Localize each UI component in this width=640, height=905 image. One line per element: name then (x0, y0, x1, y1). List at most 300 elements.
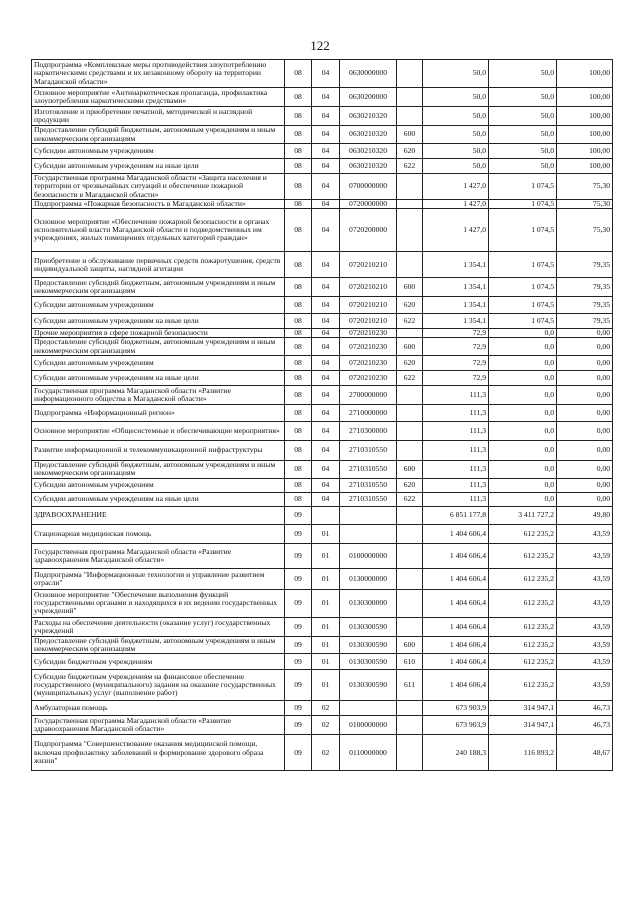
cell-plan: 111,3 (423, 404, 489, 421)
table-row (32, 543, 613, 568)
cell-executed: 0,0 (489, 492, 557, 506)
cell-expense-type: 610 (397, 654, 423, 670)
cell-plan: 1 354,1 (423, 314, 489, 329)
cell-plan: 1 354,1 (423, 252, 489, 278)
cell-name: Субсидии автономным учреждениям на иные цели (32, 159, 285, 174)
cell-target-item: 0130300590 (340, 654, 397, 670)
table-row (32, 144, 613, 159)
cell-percent: 46,73 (557, 716, 613, 735)
cell-target-item: 2710310550 (340, 492, 397, 506)
cell-section: 09 (285, 670, 312, 701)
cell-expense-type (397, 716, 423, 735)
cell-name: Прочие мероприятия в сфере пожарной безопасности (32, 329, 285, 338)
cell-name: Государственная программа Магаданской области «Защита населения и территории от чрезвычайных ситуаций и обеспечение пожарной безопасности в Магаданской области» (32, 174, 285, 200)
cell-section: 09 (285, 735, 312, 771)
cell-section: 08 (285, 278, 312, 297)
cell-subsection: 04 (312, 329, 340, 338)
cell-percent: 0,00 (557, 440, 613, 460)
cell-percent: 0,00 (557, 421, 613, 440)
cell-executed: 0,0 (489, 338, 557, 355)
cell-executed: 0,0 (489, 440, 557, 460)
cell-name: Субсидии автономным учреждениям на иные цели (32, 492, 285, 506)
cell-expense-type (397, 440, 423, 460)
cell-plan: 111,3 (423, 421, 489, 440)
cell-plan: 6 851 177,8 (423, 506, 489, 524)
cell-section: 08 (285, 370, 312, 385)
cell-executed: 50,0 (489, 159, 557, 174)
cell-percent: 100,00 (557, 107, 613, 126)
cell-target-item: 0720210210 (340, 314, 397, 329)
cell-executed: 612 235,2 (489, 524, 557, 543)
cell-expense-type: 620 (397, 144, 423, 159)
cell-plan: 673 903,9 (423, 716, 489, 735)
table-row (32, 159, 613, 174)
cell-expense-type (397, 421, 423, 440)
cell-name: Основное мероприятие "Обеспечение выполнения функций государственными органами и находящихся в их ведении государственных учреждений" (32, 589, 285, 617)
cell-expense-type: 600 (397, 278, 423, 297)
table-row (32, 670, 613, 701)
cell-name: Предоставление субсидий бюджетным, автономным учреждениям и иным некоммерческим организациям (32, 338, 285, 355)
cell-expense-type (397, 617, 423, 636)
cell-executed: 0,0 (489, 460, 557, 478)
cell-percent: 0,00 (557, 338, 613, 355)
cell-percent: 75,30 (557, 174, 613, 200)
cell-percent: 75,30 (557, 200, 613, 209)
cell-section: 09 (285, 654, 312, 670)
cell-section: 08 (285, 297, 312, 314)
cell-plan: 1 404 606,4 (423, 568, 489, 589)
cell-name: Основное мероприятие «Обеспечение пожарной безопасности в органах исполнительной власти Магаданской области и подведомственных им учреждениях, жилых помещениях отдельных категорий граждан» (32, 209, 285, 252)
cell-section: 08 (285, 404, 312, 421)
cell-section: 09 (285, 589, 312, 617)
cell-section: 08 (285, 385, 312, 404)
table-row (32, 460, 613, 478)
cell-expense-type: 620 (397, 355, 423, 370)
cell-expense-type (397, 107, 423, 126)
cell-executed: 0,0 (489, 370, 557, 385)
cell-section: 09 (285, 543, 312, 568)
table-row (32, 209, 613, 252)
cell-section: 09 (285, 716, 312, 735)
cell-target-item: 0720210230 (340, 329, 397, 338)
cell-executed: 314 947,1 (489, 701, 557, 716)
cell-subsection: 04 (312, 492, 340, 506)
cell-expense-type: 622 (397, 159, 423, 174)
cell-plan: 1 427,0 (423, 209, 489, 252)
cell-percent: 0,00 (557, 460, 613, 478)
cell-percent: 43,59 (557, 543, 613, 568)
cell-section: 09 (285, 524, 312, 543)
budget-table (31, 59, 613, 771)
cell-name: Государственная программа Магаданской области «Развитие информационного общества в Магаданской области» (32, 385, 285, 404)
cell-name: Основное мероприятие «Антинаркотическая пропаганда, профилактика злоупотребления наркотическими средствами» (32, 88, 285, 107)
cell-expense-type: 622 (397, 492, 423, 506)
cell-name: Субсидии автономным учреждениям (32, 478, 285, 492)
cell-percent: 0,00 (557, 478, 613, 492)
cell-target-item: 0720210230 (340, 338, 397, 355)
cell-section: 09 (285, 617, 312, 636)
cell-section: 09 (285, 506, 312, 524)
cell-percent: 0,00 (557, 355, 613, 370)
cell-percent: 46,73 (557, 701, 613, 716)
cell-target-item: 0630210320 (340, 126, 397, 144)
cell-target-item: 0700000000 (340, 174, 397, 200)
cell-subsection: 04 (312, 355, 340, 370)
cell-percent: 43,59 (557, 636, 613, 653)
cell-name: Подпрограмма "Информационные технологии и управление развитием отрасли" (32, 568, 285, 589)
cell-executed: 612 235,2 (489, 636, 557, 653)
cell-percent: 43,59 (557, 524, 613, 543)
cell-target-item (340, 701, 397, 716)
cell-subsection: 04 (312, 297, 340, 314)
cell-name: Субсидии автономным учреждениям (32, 144, 285, 159)
cell-subsection: 02 (312, 735, 340, 771)
cell-section: 09 (285, 568, 312, 589)
cell-section: 08 (285, 88, 312, 107)
cell-target-item: 0130300590 (340, 636, 397, 653)
cell-plan: 50,0 (423, 144, 489, 159)
cell-target-item: 0130000000 (340, 568, 397, 589)
cell-executed: 612 235,2 (489, 617, 557, 636)
cell-subsection: 01 (312, 568, 340, 589)
page-number: 122 (310, 38, 330, 53)
cell-subsection: 04 (312, 421, 340, 440)
cell-plan: 673 903,9 (423, 701, 489, 716)
cell-section: 09 (285, 701, 312, 716)
cell-name: Подпрограмма «Комплексные меры противодействия злоупотреблению наркотическими средствами и их незаконному обороту на территории Магаданской области» (32, 60, 285, 88)
cell-percent: 79,35 (557, 278, 613, 297)
cell-subsection: 02 (312, 716, 340, 735)
cell-section: 08 (285, 107, 312, 126)
cell-name: Подпрограмма «Пожарная безопасность в Магаданской области» (32, 200, 285, 209)
cell-percent: 0,00 (557, 385, 613, 404)
cell-plan: 111,3 (423, 440, 489, 460)
cell-section: 08 (285, 478, 312, 492)
cell-executed: 50,0 (489, 144, 557, 159)
table-row (32, 107, 613, 126)
table-row (32, 338, 613, 355)
cell-percent: 0,00 (557, 329, 613, 338)
cell-percent: 43,59 (557, 670, 613, 701)
cell-plan: 1 427,0 (423, 174, 489, 200)
cell-target-item: 2700000000 (340, 385, 397, 404)
cell-percent: 100,00 (557, 60, 613, 88)
cell-section: 08 (285, 492, 312, 506)
cell-plan: 50,0 (423, 126, 489, 144)
cell-subsection: 04 (312, 314, 340, 329)
cell-plan: 1 354,1 (423, 297, 489, 314)
cell-expense-type: 600 (397, 338, 423, 355)
cell-name: Изготовление и приобретение печатной, методической и наглядной продукции (32, 107, 285, 126)
cell-target-item: 2710000000 (340, 404, 397, 421)
cell-executed: 1 074,5 (489, 297, 557, 314)
cell-subsection: 01 (312, 617, 340, 636)
cell-target-item (340, 506, 397, 524)
cell-section: 09 (285, 636, 312, 653)
cell-plan: 72,9 (423, 338, 489, 355)
cell-section: 08 (285, 209, 312, 252)
cell-plan: 111,3 (423, 492, 489, 506)
cell-section: 08 (285, 421, 312, 440)
cell-plan: 1 354,1 (423, 278, 489, 297)
cell-name: Субсидии бюджетным учреждениям на финансовое обеспечение государственного (муниципального) задания на оказание государственных (муниципальных) услуг (выполнение работ) (32, 670, 285, 701)
cell-executed: 1 074,5 (489, 174, 557, 200)
table-row (32, 478, 613, 492)
cell-expense-type: 611 (397, 670, 423, 701)
table-row (32, 355, 613, 370)
cell-target-item: 0720000000 (340, 200, 397, 209)
cell-target-item: 2710310550 (340, 460, 397, 478)
cell-expense-type (397, 88, 423, 107)
cell-percent: 0,00 (557, 404, 613, 421)
cell-expense-type: 620 (397, 478, 423, 492)
cell-expense-type (397, 404, 423, 421)
table-row (32, 60, 613, 88)
cell-executed: 50,0 (489, 126, 557, 144)
cell-percent: 49,80 (557, 506, 613, 524)
cell-subsection: 01 (312, 670, 340, 701)
table-row (32, 126, 613, 144)
cell-name: Стационарная медицинская помощь (32, 524, 285, 543)
table-row (32, 440, 613, 460)
cell-name: Амбулаторная помощь (32, 701, 285, 716)
cell-plan: 1 404 606,4 (423, 524, 489, 543)
cell-target-item: 0720200000 (340, 209, 397, 252)
cell-plan: 1 404 606,4 (423, 670, 489, 701)
cell-plan: 1 404 606,4 (423, 636, 489, 653)
table-row (32, 636, 613, 653)
table-row (32, 589, 613, 617)
cell-plan: 72,9 (423, 370, 489, 385)
cell-subsection: 01 (312, 524, 340, 543)
cell-percent: 75,30 (557, 209, 613, 252)
cell-target-item: 2710310550 (340, 440, 397, 460)
cell-target-item: 0630210320 (340, 159, 397, 174)
cell-subsection: 04 (312, 460, 340, 478)
cell-expense-type: 600 (397, 460, 423, 478)
cell-percent: 79,35 (557, 252, 613, 278)
cell-name: Подпрограмма «Информационный регион» (32, 404, 285, 421)
cell-executed: 1 074,5 (489, 200, 557, 209)
cell-name: Приобретение и обслуживание первичных средств пожаротушения, средств индивидуальной защиты, наглядной агитации (32, 252, 285, 278)
cell-expense-type (397, 735, 423, 771)
cell-name: Субсидии автономным учреждениям (32, 355, 285, 370)
cell-plan: 111,3 (423, 478, 489, 492)
table-row (32, 568, 613, 589)
cell-plan: 1 404 606,4 (423, 589, 489, 617)
cell-plan: 50,0 (423, 88, 489, 107)
cell-subsection: 04 (312, 200, 340, 209)
cell-section: 08 (285, 460, 312, 478)
table-row (32, 617, 613, 636)
cell-expense-type (397, 385, 423, 404)
cell-expense-type: 600 (397, 126, 423, 144)
cell-percent: 100,00 (557, 88, 613, 107)
cell-percent: 43,59 (557, 568, 613, 589)
cell-expense-type: 600 (397, 636, 423, 653)
cell-percent: 43,59 (557, 617, 613, 636)
cell-name: Предоставление субсидий бюджетным, автономным учреждениям и иным некоммерческим организациям (32, 126, 285, 144)
cell-executed: 0,0 (489, 355, 557, 370)
cell-target-item: 0630200000 (340, 88, 397, 107)
cell-target-item: 0720210230 (340, 370, 397, 385)
cell-name: Основное мероприятие «Общесистемные и обеспечивающие мероприятия» (32, 421, 285, 440)
cell-executed: 0,0 (489, 478, 557, 492)
cell-name: Субсидии автономным учреждениям на иные цели (32, 370, 285, 385)
table-row (32, 329, 613, 338)
cell-subsection: 04 (312, 60, 340, 88)
cell-name: Субсидии автономным учреждениям (32, 297, 285, 314)
cell-name: Предоставление субсидий бюджетным, автономным учреждениям и иным некоммерческим организациям (32, 278, 285, 297)
table-row (32, 716, 613, 735)
cell-target-item: 0110000000 (340, 735, 397, 771)
cell-executed: 50,0 (489, 88, 557, 107)
table-row (32, 174, 613, 200)
cell-plan: 111,3 (423, 385, 489, 404)
cell-executed: 0,0 (489, 385, 557, 404)
cell-executed: 1 074,5 (489, 278, 557, 297)
cell-subsection: 01 (312, 589, 340, 617)
cell-executed: 0,0 (489, 421, 557, 440)
cell-subsection: 04 (312, 440, 340, 460)
cell-section: 08 (285, 174, 312, 200)
cell-expense-type (397, 329, 423, 338)
cell-subsection: 04 (312, 126, 340, 144)
cell-executed: 1 074,5 (489, 209, 557, 252)
cell-subsection: 04 (312, 252, 340, 278)
cell-subsection: 04 (312, 144, 340, 159)
cell-target-item: 0130300590 (340, 617, 397, 636)
cell-subsection: 04 (312, 404, 340, 421)
cell-executed: 0,0 (489, 404, 557, 421)
cell-subsection: 01 (312, 543, 340, 568)
cell-subsection: 01 (312, 654, 340, 670)
cell-name: Субсидии автономным учреждениям на иные цели (32, 314, 285, 329)
cell-plan: 72,9 (423, 355, 489, 370)
cell-name: Предоставление субсидий бюджетным, автономным учреждениям и иным некоммерческим организациям (32, 460, 285, 478)
cell-percent: 43,59 (557, 589, 613, 617)
cell-target-item: 2710300000 (340, 421, 397, 440)
cell-subsection (312, 506, 340, 524)
cell-target-item: 0630000000 (340, 60, 397, 88)
cell-subsection: 04 (312, 107, 340, 126)
cell-section: 08 (285, 200, 312, 209)
cell-target-item: 0720210210 (340, 278, 397, 297)
table-row (32, 88, 613, 107)
cell-expense-type (397, 200, 423, 209)
cell-target-item: 0720210210 (340, 297, 397, 314)
cell-target-item: 0130300590 (340, 670, 397, 701)
cell-expense-type: 622 (397, 314, 423, 329)
cell-executed: 3 411 727,2 (489, 506, 557, 524)
cell-target-item: 0130300000 (340, 589, 397, 617)
cell-executed: 1 074,5 (489, 314, 557, 329)
cell-percent: 0,00 (557, 370, 613, 385)
cell-percent: 43,59 (557, 654, 613, 670)
table-row (32, 701, 613, 716)
cell-executed: 116 893,2 (489, 735, 557, 771)
cell-executed: 612 235,2 (489, 589, 557, 617)
cell-subsection: 02 (312, 701, 340, 716)
cell-subsection: 04 (312, 385, 340, 404)
cell-subsection: 04 (312, 174, 340, 200)
cell-executed: 612 235,2 (489, 568, 557, 589)
cell-expense-type: 622 (397, 370, 423, 385)
cell-executed: 612 235,2 (489, 670, 557, 701)
cell-target-item: 0630210320 (340, 144, 397, 159)
cell-expense-type (397, 209, 423, 252)
cell-target-item: 0720210230 (340, 355, 397, 370)
cell-subsection: 04 (312, 478, 340, 492)
cell-percent: 100,00 (557, 159, 613, 174)
cell-target-item: 0100000000 (340, 716, 397, 735)
cell-subsection: 04 (312, 370, 340, 385)
cell-expense-type (397, 60, 423, 88)
cell-name: Государственная программа Магаданской области «Развитие здравоохранения Магаданской области» (32, 716, 285, 735)
cell-executed: 1 074,5 (489, 252, 557, 278)
cell-plan: 1 404 606,4 (423, 617, 489, 636)
cell-section: 08 (285, 252, 312, 278)
cell-section: 08 (285, 338, 312, 355)
cell-section: 08 (285, 314, 312, 329)
cell-name: Предоставление субсидий бюджетным, автономным учреждениям и иным некоммерческим организациям (32, 636, 285, 653)
cell-section: 08 (285, 355, 312, 370)
cell-name: Развитие информационной и телекоммуникационной инфраструктуры (32, 440, 285, 460)
cell-subsection: 04 (312, 278, 340, 297)
cell-expense-type (397, 506, 423, 524)
cell-plan: 240 188,3 (423, 735, 489, 771)
cell-section: 08 (285, 159, 312, 174)
cell-percent: 100,00 (557, 144, 613, 159)
cell-name: ЗДРАВООХРАНЕНИЕ (32, 506, 285, 524)
table-row (32, 252, 613, 278)
cell-section: 08 (285, 144, 312, 159)
cell-plan: 111,3 (423, 460, 489, 478)
cell-name: Расходы на обеспечение деятельности (оказание услуг) государственных учреждений (32, 617, 285, 636)
cell-expense-type (397, 174, 423, 200)
table-row (32, 314, 613, 329)
cell-percent: 48,67 (557, 735, 613, 771)
cell-executed: 50,0 (489, 60, 557, 88)
cell-plan: 1 404 606,4 (423, 654, 489, 670)
table-row (32, 370, 613, 385)
table-row (32, 200, 613, 209)
cell-plan: 50,0 (423, 107, 489, 126)
cell-expense-type (397, 568, 423, 589)
cell-name: Подпрограмма "Совершенствование оказания медицинской помощи, включая профилактику заболеваний и формирование здорового образа жизни" (32, 735, 285, 771)
cell-subsection: 01 (312, 636, 340, 653)
cell-plan: 50,0 (423, 159, 489, 174)
table-row (32, 492, 613, 506)
cell-subsection: 04 (312, 338, 340, 355)
cell-target-item: 0100000000 (340, 543, 397, 568)
cell-plan: 1 404 606,4 (423, 543, 489, 568)
table-row (32, 735, 613, 771)
cell-plan: 50,0 (423, 60, 489, 88)
cell-plan: 1 427,0 (423, 200, 489, 209)
cell-percent: 79,35 (557, 297, 613, 314)
cell-name: Субсидии бюджетным учреждениям (32, 654, 285, 670)
table-row (32, 506, 613, 524)
cell-name: Государственная программа Магаданской области «Развитие здравоохранения Магаданской области» (32, 543, 285, 568)
cell-percent: 0,00 (557, 492, 613, 506)
cell-expense-type (397, 524, 423, 543)
cell-expense-type (397, 701, 423, 716)
cell-section: 08 (285, 329, 312, 338)
cell-section: 08 (285, 126, 312, 144)
table-row (32, 385, 613, 404)
cell-expense-type (397, 543, 423, 568)
